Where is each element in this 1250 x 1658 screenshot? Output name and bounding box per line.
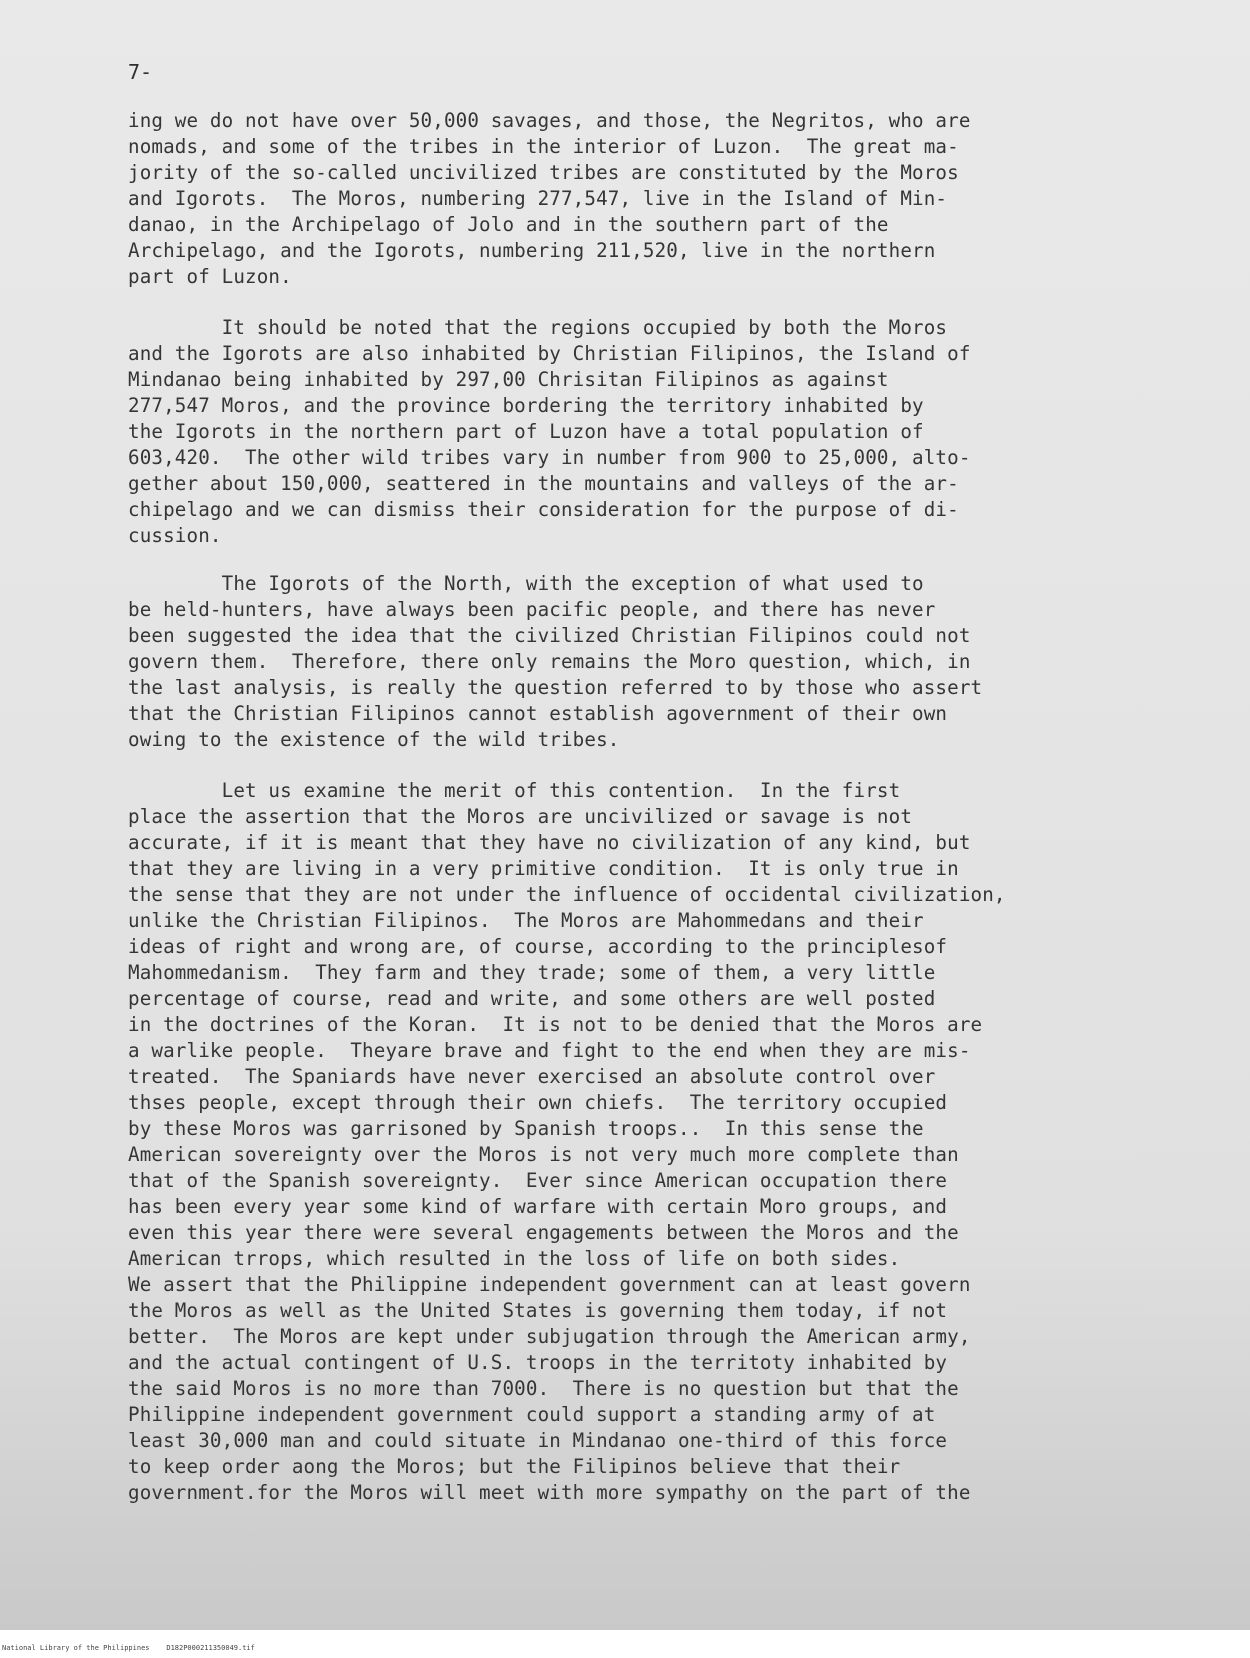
text-line: American trrops, which resulted in the loss of life on both sides. — [128, 1247, 901, 1270]
text-line: chipelago and we can dismiss their consideration for the purpose of di- — [128, 498, 959, 521]
text-line: and Igorots. The Moros, numbering 277,547, live in the Island of Min- — [128, 187, 948, 210]
text-line: Mahommedanism. They farm and they trade; some of them, a very little — [128, 961, 936, 984]
text-line: 277,547 Moros, and the province bordering the territory inhabited by — [128, 394, 924, 417]
text-line: The Igorots of the North, with the exception of what used to — [128, 572, 924, 595]
text-line: thses people, except through their own chiefs. The territory occupied — [128, 1091, 948, 1114]
text-line: the sense that they are not under the influence of occidental civilization, — [128, 883, 1006, 906]
text-line: the Moros as well as the United States is governing them today, if not — [128, 1299, 948, 1322]
text-line: Mindanao being inhabited by 297,00 Chrisitan Filipinos as against — [128, 368, 889, 391]
text-line: American sovereignty over the Moros is not very much more complete than — [128, 1143, 959, 1166]
text-line: Archipelago, and the Igorots, numbering 211,520, live in the northern — [128, 239, 936, 262]
text-line: to keep order aong the Moros; but the Filipinos believe that their — [128, 1455, 901, 1478]
text-line: in the doctrines of the Koran. It is not to be denied that the Moros are — [128, 1013, 983, 1036]
text-line: It should be noted that the regions occupied by both the Moros — [128, 316, 948, 339]
text-line: cussion. — [128, 524, 222, 547]
text-line: place the assertion that the Moros are uncivilized or savage is not — [128, 805, 913, 828]
text-line: nomads, and some of the tribes in the interior of Luzon. The great ma- — [128, 135, 959, 158]
footer — [0, 1642, 1250, 1658]
text-line: has been every year some kind of warfare with certain Moro groups, and — [128, 1195, 948, 1218]
text-line: treated. The Spaniards have never exercised an absolute control over — [128, 1065, 936, 1088]
text-line: accurate, if it is meant that they have no civilization of any kind, but — [128, 831, 971, 854]
text-line: been suggested the idea that the civilized Christian Filipinos could not — [128, 624, 971, 647]
text-line: Philippine independent government could support a standing army of at — [128, 1403, 936, 1426]
text-line: be held-hunters, have always been pacific people, and there has never — [128, 598, 936, 621]
text-line: and the Igorots are also inhabited by Christian Filipinos, the Island of — [128, 342, 971, 365]
text-line: ideas of right and wrong are, of course, according to the principlesof — [128, 935, 948, 958]
text-line: govern them. Therefore, there only remains the Moro question, which, in — [128, 650, 971, 673]
text-line: that they are living in a very primitive condition. It is only true in — [128, 857, 959, 880]
page-number: 7- — [128, 60, 153, 84]
text-line: and the actual contingent of U.S. troops in the territoty inhabited by — [128, 1351, 948, 1374]
text-line: government.for the Moros will meet with more sympathy on the part of the — [128, 1481, 971, 1504]
text-line: part of Luzon. — [128, 265, 292, 288]
text-line: ing we do not have over 50,000 savages, and those, the Negritos, who are — [128, 109, 971, 132]
text-line: 603,420. The other wild tribes vary in number from 900 to 25,000, alto- — [128, 446, 971, 469]
text-line: least 30,000 man and could situate in Mindanao one-third of this force — [128, 1429, 948, 1452]
text-line: percentage of course, read and write, and some others are well posted — [128, 987, 936, 1010]
text-line: unlike the Christian Filipinos. The Moros are Mahommedans and their — [128, 909, 924, 932]
text-line: a warlike people. Theyare brave and fight to the end when they are mis- — [128, 1039, 971, 1062]
text-line: owing to the existence of the wild tribes. — [128, 728, 620, 751]
text-line: better. The Moros are kept under subjugation through the American army, — [128, 1325, 971, 1348]
text-line: the said Moros is no more than 7000. There is no question but that the — [128, 1377, 959, 1400]
text-line: the Igorots in the northern part of Luzon have a total population of — [128, 420, 924, 443]
text-line: gether about 150,000, seattered in the mountains and valleys of the ar- — [128, 472, 959, 495]
text-line: jority of the so-called uncivilized tribes are constituted by the Moros — [128, 161, 959, 184]
text-line: danao, in the Archipelago of Jolo and in the southern part of the — [128, 213, 889, 236]
text-line: by these Moros was garrisoned by Spanish troops.. In this sense the — [128, 1117, 924, 1140]
text-line: We assert that the Philippine independent government can at least govern — [128, 1273, 971, 1296]
footer-caption: National Library of the Philippines D182P000211350049.tif — [2, 1644, 255, 1652]
text-line: Let us examine the merit of this contention. In the first — [128, 779, 901, 802]
text-line: that the Christian Filipinos cannot establish agovernment of their own — [128, 702, 948, 725]
text-line: the last analysis, is really the question referred to by those who assert — [128, 676, 983, 699]
text-line: even this year there were several engagements between the Moros and the — [128, 1221, 959, 1244]
text-line: that of the Spanish sovereignty. Ever since American occupation there — [128, 1169, 948, 1192]
